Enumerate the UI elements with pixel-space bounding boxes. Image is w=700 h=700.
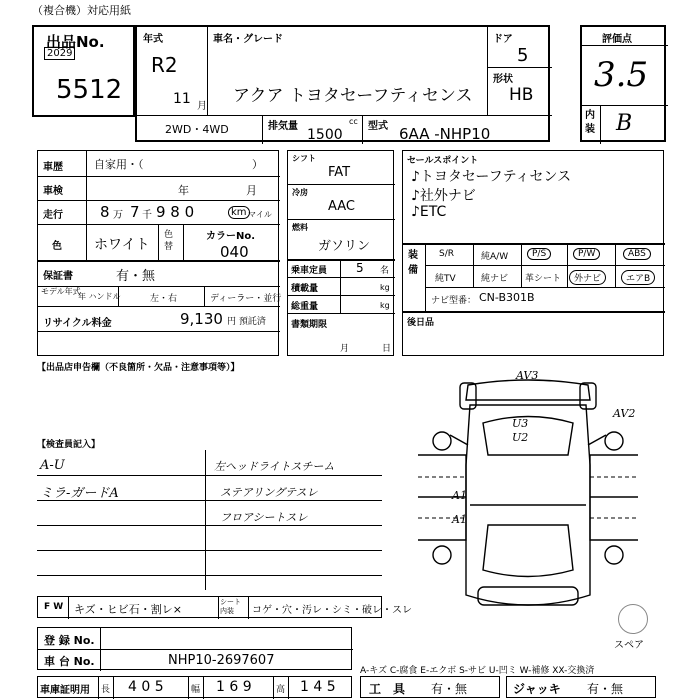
tools-box xyxy=(360,676,500,698)
inspection-year-unit: 年 xyxy=(178,184,189,197)
tools-value: 有・無 xyxy=(431,682,468,696)
navi-model-label: ナビ型番： xyxy=(431,296,477,306)
navi-model-value: CN-B301B xyxy=(479,291,535,304)
shift-label: シフト xyxy=(292,154,316,163)
capacity-label: 乗車定員 xyxy=(291,266,328,276)
car-damage-diagram xyxy=(408,365,648,620)
equip-leather: 革シート xyxy=(525,274,562,284)
mileage-digit-2: 7 xyxy=(130,203,140,221)
grade-label: 評価点 xyxy=(602,34,632,45)
color-code-value: 040 xyxy=(220,243,249,261)
equip-sr: S/R xyxy=(439,249,454,259)
ac-value: AAC xyxy=(328,199,355,214)
year-month: 11 xyxy=(173,91,191,107)
chassis-number: NHP10-2697607 xyxy=(168,653,275,668)
model-label: 型式 xyxy=(368,121,388,132)
sales-point-3: ♪ETC xyxy=(411,204,447,220)
jack-label: ジャッキ xyxy=(513,682,561,696)
model-year-dealer: ディーラー・並行 xyxy=(210,294,282,304)
displacement-value: 1500 xyxy=(307,127,343,143)
drive-value: 2WD・4WD xyxy=(165,123,229,136)
load-unit: kg xyxy=(380,283,390,292)
registration-label: 登 録 No. xyxy=(44,634,95,647)
recycle-label: リサイクル料金 xyxy=(43,318,112,329)
mileage-unit-sen: 千 xyxy=(142,210,152,221)
garage-size-label: 車庫証明用 xyxy=(40,685,90,696)
garage-size-row xyxy=(37,676,352,698)
recycle-unit: 円 預託済 xyxy=(227,317,266,327)
mileage-unit-man: 万 xyxy=(113,210,123,221)
seat-interior-label: シート内装 xyxy=(220,598,241,615)
later-label: 後日品 xyxy=(407,318,435,328)
length-label: 長 xyxy=(101,685,111,695)
history-close: ） xyxy=(252,158,263,171)
damage-mark-u3: U3 xyxy=(512,417,529,430)
height-value: 1 4 5 xyxy=(300,679,336,695)
history-label: 車歴 xyxy=(43,162,63,173)
fw-row xyxy=(37,596,412,618)
damage-mark-a1-b: A1 xyxy=(452,513,467,526)
color-code-label: カラーNo. xyxy=(206,231,256,242)
inspection-label: 車検 xyxy=(43,186,63,197)
equipment-label: 装備 xyxy=(408,250,418,276)
capacity-value: 5 xyxy=(356,261,364,275)
inspector-note-1: A-U xyxy=(40,458,65,473)
car-name: アクア トヨタセーフティセンス xyxy=(233,86,473,106)
color-label: 色 xyxy=(52,241,62,252)
door-label: ドア xyxy=(493,34,513,45)
damage-mark-a1-a: A1 xyxy=(452,489,467,502)
equip-abs: ABS xyxy=(623,248,651,260)
displacement-label: 排気量 xyxy=(268,121,298,132)
width-value: 1 6 9 xyxy=(216,679,252,695)
height-label: 高 xyxy=(276,685,286,695)
registration-table xyxy=(37,627,352,670)
history-options: 自家用・（ xyxy=(94,158,144,171)
spec-table xyxy=(287,150,394,356)
lot-box xyxy=(32,25,135,117)
damage-legend: A-キズ C-腐食 E-エクボ S-サビ U-凹ミ W-補修 XX-交換済 xyxy=(360,666,595,676)
seat-damage-options: コゲ・穴・汚レ・シミ・破レ・スレ xyxy=(252,605,412,616)
color-value: ホワイト xyxy=(94,237,150,253)
doc-deadline-label: 書類期限 xyxy=(291,320,328,330)
doc-deadline-month-unit: 月 xyxy=(340,344,350,354)
sales-point-1: ♪トヨタセーフティセンス xyxy=(411,169,572,185)
sales-point-2: ♪社外ナビ xyxy=(411,188,476,204)
grade-box xyxy=(580,25,666,142)
recycle-value: 9,130 xyxy=(180,310,223,328)
equip-airbag: エアB xyxy=(621,270,655,285)
sheet-header-text: （複合機）対応用紙 xyxy=(32,4,131,17)
weight-unit: kg xyxy=(380,301,390,310)
capacity-unit: 名 xyxy=(380,266,390,276)
displacement-unit: cc xyxy=(349,117,358,126)
sales-equipment-box xyxy=(402,150,664,356)
mileage-unit-km: km xyxy=(228,206,250,219)
doc-deadline-day-unit: 日 xyxy=(382,344,392,354)
inspector-note-2: ミラ-ガードA xyxy=(40,486,119,501)
shape-label: 形状 xyxy=(493,74,513,85)
door-value: 5 xyxy=(517,45,529,66)
spare-label: スペア xyxy=(614,640,644,651)
equip-ps: P/S xyxy=(527,248,551,260)
weight-label: 総重量 xyxy=(291,302,319,312)
damage-mark-av3: AV3 xyxy=(516,369,539,382)
inspection-month-unit: 月 xyxy=(246,184,257,197)
notes-label: 【出品店申告欄（不良箇所・欠品・注意事項等）】 xyxy=(37,363,240,373)
interior-label: 内装 xyxy=(585,110,595,135)
tools-label: 工 具 xyxy=(369,682,406,696)
equip-pw: P/W xyxy=(573,248,600,260)
interior-value: B xyxy=(616,111,633,136)
vehicle-info-box xyxy=(135,25,550,142)
year-era: R2 xyxy=(151,53,178,77)
history-table xyxy=(37,150,282,356)
lot-number: 5512 xyxy=(56,75,123,105)
inspector-label: 【検査員記入】 xyxy=(37,440,101,450)
model-year-lr: 左・右 xyxy=(150,294,178,304)
fuel-label: 燃料 xyxy=(292,223,308,232)
length-value: 4 0 5 xyxy=(128,679,164,695)
warranty-label: 保証書 xyxy=(43,271,73,282)
fw-label: F W xyxy=(44,602,64,612)
fuel-value: ガソリン xyxy=(318,239,371,254)
equip-tv: 純TV xyxy=(435,274,456,284)
chassis-label: 車 台 No. xyxy=(44,655,95,668)
shape-value: HB xyxy=(509,85,534,105)
color-change-label: 色替 xyxy=(164,230,174,252)
inspector-note-5: フロアシートスレ xyxy=(220,511,308,524)
mileage-unit-mile: マイル xyxy=(248,210,272,219)
mileage-rest: 9 8 0 xyxy=(156,203,195,221)
equip-ext-navi: 外ナビ xyxy=(569,270,606,285)
model-year-handle: 年 ハンドル xyxy=(78,292,121,301)
jack-box xyxy=(506,676,656,698)
width-label: 幅 xyxy=(191,685,201,695)
lot-code: 2029 xyxy=(44,47,75,60)
car-label: 車名・グレード xyxy=(213,34,283,45)
lot-label: 出品No. xyxy=(46,33,105,51)
damage-mark-u2: U2 xyxy=(512,431,529,444)
load-label: 積載量 xyxy=(291,284,319,294)
equip-alloy: 純A/W xyxy=(481,252,509,262)
spare-tire-circle xyxy=(618,604,648,634)
grade-score: 3.5 xyxy=(594,55,649,95)
equip-navi: 純ナビ xyxy=(481,274,509,284)
fw-glass-damage: キズ・ヒビ石・割レ× xyxy=(74,603,182,616)
ac-label: 冷房 xyxy=(292,188,308,197)
inspector-note-4: ステアリングテスレ xyxy=(220,486,318,499)
mileage-label: 走行 xyxy=(43,210,63,221)
mileage-digit-1: 8 xyxy=(100,203,110,221)
shift-value: FAT xyxy=(328,165,351,180)
sales-points-label: セールスポイント xyxy=(407,156,479,166)
year-month-unit: 月 xyxy=(197,101,207,112)
warranty-value: 有・無 xyxy=(116,269,156,284)
model-year-label: モデル年式 xyxy=(41,287,81,296)
jack-value: 有・無 xyxy=(587,682,624,696)
inspector-note-3: 左ヘッドライトスチーム xyxy=(214,460,335,473)
model-value: 6AA -NHP10 xyxy=(399,125,491,143)
year-label: 年式 xyxy=(143,34,163,45)
damage-mark-av2: AV2 xyxy=(613,407,636,420)
